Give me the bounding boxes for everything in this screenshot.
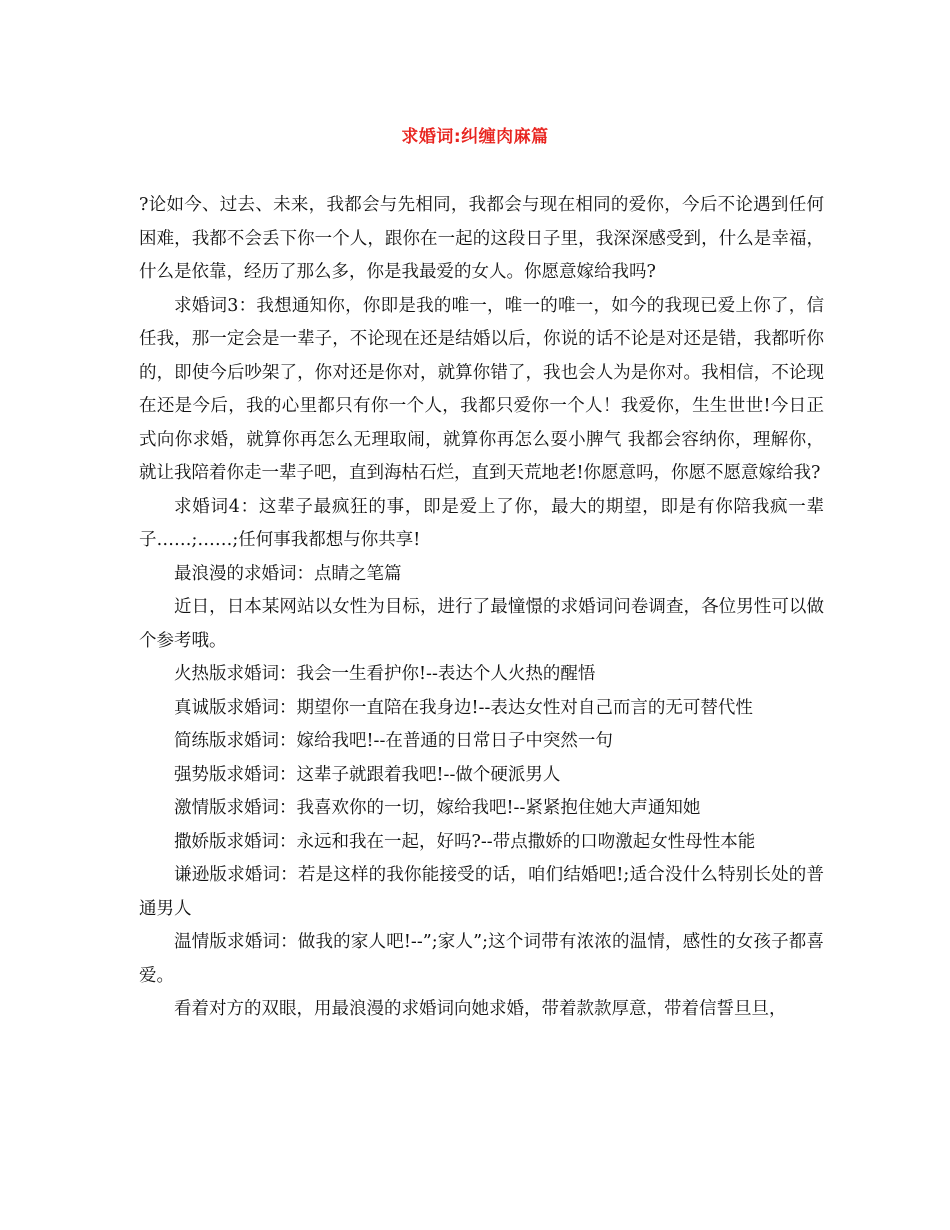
list-item: 真诚版求婚词：期望你一直陪在我身边!--表达女性对自己而言的无可替代性	[174, 697, 753, 718]
document-body	[139, 189, 824, 1027]
paragraph: 求婚词4：这辈子最疯狂的事，即是爱上了你，最大的期望，即是有你陪我疯一辈子……;……;任何事我都想与你共享!	[139, 496, 824, 550]
list-item: 激情版求婚词：我喜欢你的一切，嫁给我吧!--紧紧抱住她大声通知她	[174, 798, 701, 818]
document-title: 求婚词:纠缠肉麻篇	[401, 127, 549, 147]
paragraph: 求婚词3：我想通知你，你即是我的唯一，唯一的唯一，如今的我现已爱上你了，信任我，那一定会是一辈子，不论现在还是结婚以后，你说的话不论是对还是错，我都听你的，即使今后吵架了，你对还是你对，就算你错了，我也会人为是你对。我相信，不论现在还是今后，我的心里都只有你一个人，我都只爱你一个人！我爱你，生生世世!今日正式向你求婚，就算你再怎么无理取闹，就算你再怎么耍小脾气 我都会容纳你，理解你，就让我陪着你走一辈子吧，直到海枯石烂，直到天荒地老!你愿意吗，你愿不愿意嫁给我?	[139, 295, 824, 483]
section-heading: 最浪漫的求婚词：点睛之笔篇	[174, 563, 402, 584]
paragraph: 看着对方的双眼，用最浪漫的求婚词向她求婚，带着款款厚意，带着信誓旦旦，	[174, 999, 787, 1019]
list-item: 撒娇版求婚词：永远和我在一起，好吗?--带点撒娇的口吻激起女性母性本能	[174, 831, 756, 852]
list-item: 强势版求婚词：这辈子就跟着我吧!--做个硬派男人	[174, 764, 561, 785]
list-item: 简练版求婚词：嫁给我吧!--在普通的日常日子中突然一句	[174, 731, 613, 751]
list-item: 温情版求婚词：做我的家人吧!--”;家人”;这个词带有浓浓的温情，感性的女孩子都喜爱。	[139, 932, 824, 986]
list-item: 谦逊版求婚词：若是这样的我你能接受的话，咱们结婚吧!;适合没什么特别长处的普通男人	[139, 865, 824, 919]
paragraph: 近日，日本某网站以女性为目标，进行了最憧憬的求婚词问卷调查，各位男性可以做个参考哦。	[139, 597, 824, 651]
list-item: 火热版求婚词：我会一生看护你!--表达个人火热的醒悟	[174, 664, 596, 684]
paragraph: ?论如今、过去、未来，我都会与先相同，我都会与现在相同的爱你，今后不论遇到任何困难，我都不会丢下你一个人，跟你在一起的这段日子里，我深深感受到，什么是幸福，什么是依靠，经历了那么多，你是我最爱的女人。你愿意嫁给我吗?	[139, 195, 824, 282]
